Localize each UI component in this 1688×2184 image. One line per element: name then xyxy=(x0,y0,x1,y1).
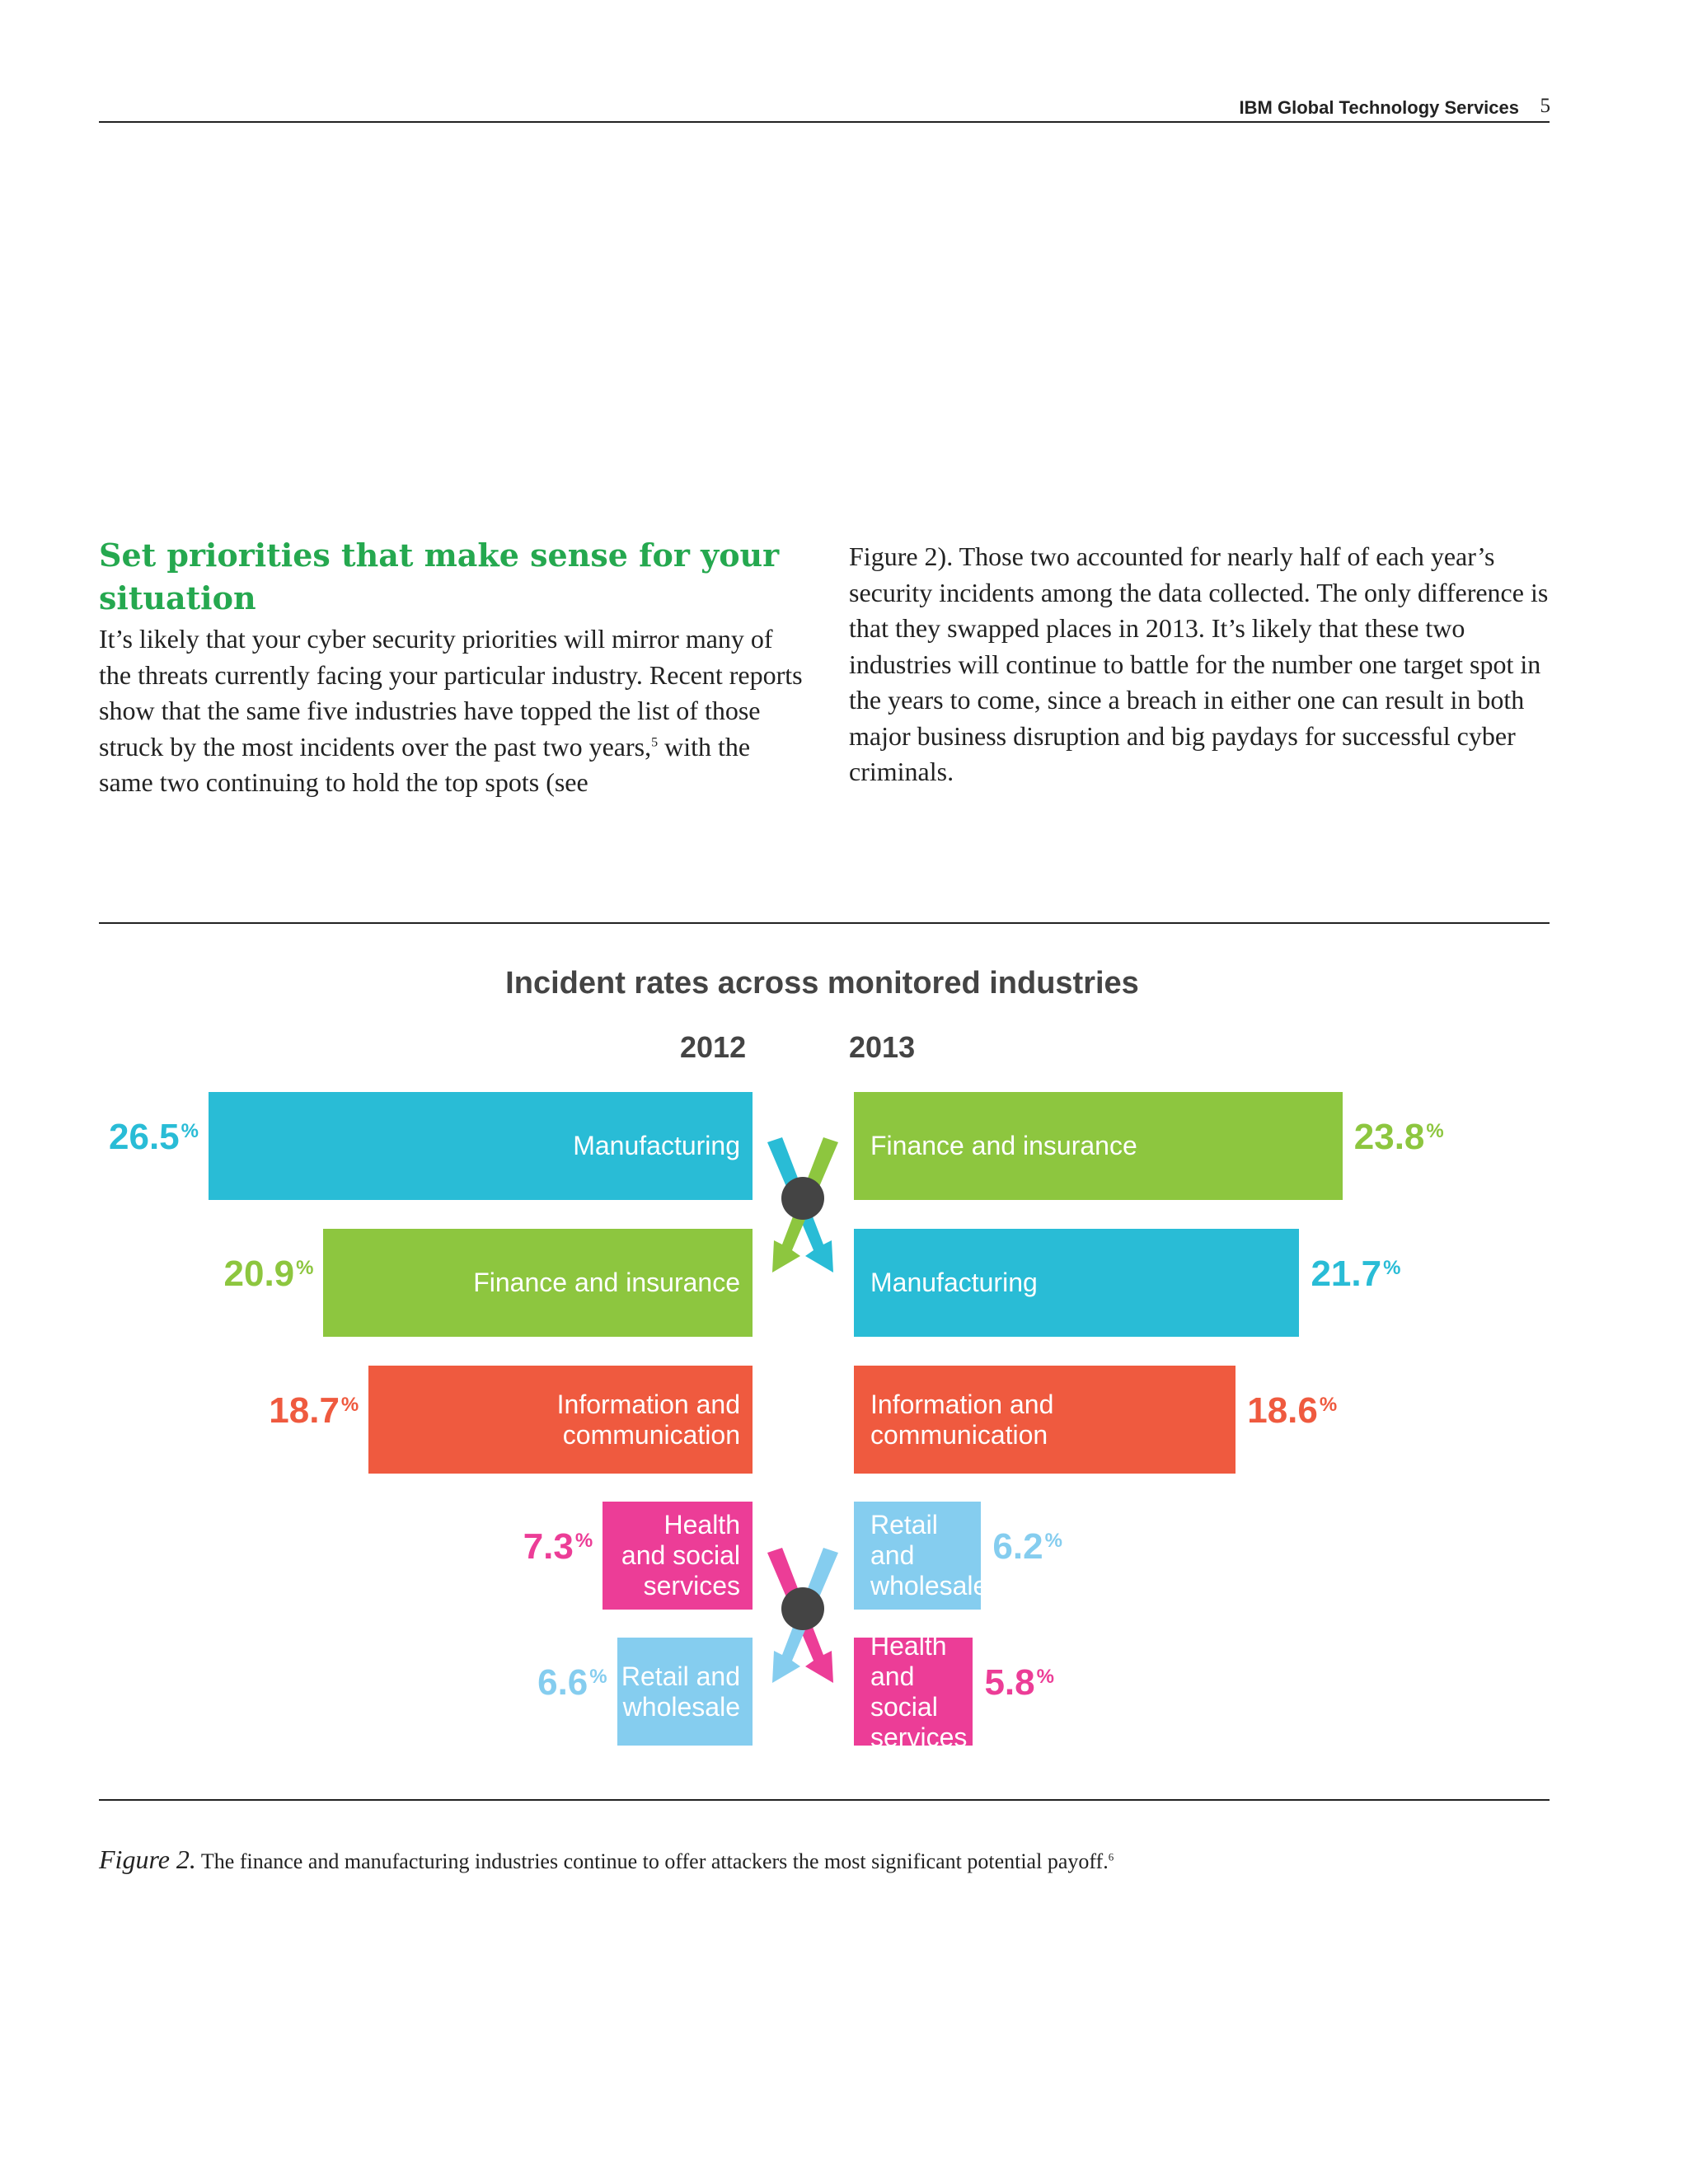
swap-marker-top xyxy=(757,1131,848,1279)
swap-dot-icon xyxy=(781,1177,824,1220)
bar-label: Manufacturing xyxy=(573,1131,740,1160)
bar-label: Health and social services xyxy=(621,1510,740,1601)
percent-label-2012-information-and-communication: 18.7% xyxy=(269,1390,359,1431)
figure-caption xyxy=(99,1844,1114,1875)
percent-label-2012-finance-and-insurance: 20.9% xyxy=(223,1253,314,1294)
bar-2013-manufacturing xyxy=(854,1229,1299,1337)
section-heading: Set priorities that make sense for your situation xyxy=(99,537,780,616)
swap-marker-bottom xyxy=(757,1541,848,1690)
bar-2012-manufacturing xyxy=(209,1092,753,1200)
swap-dot-icon xyxy=(781,1587,824,1630)
header-brand: IBM Global Technology Services xyxy=(1239,97,1519,118)
year-label-2012: 2012 xyxy=(680,1030,747,1064)
figure-top-rule xyxy=(99,922,1550,924)
bar-2013-retail-and-wholesale xyxy=(854,1502,988,1610)
bar-2012-finance-and-insurance xyxy=(323,1229,753,1337)
percent-label-2012-retail-and-wholesale: 6.6% xyxy=(537,1661,607,1703)
year-label-2013: 2013 xyxy=(849,1030,916,1064)
bar-label: Information and communication xyxy=(556,1389,740,1450)
bar-2012-retail-and-wholesale xyxy=(617,1638,753,1746)
percent-label-2013-health-and-social-services: 5.8% xyxy=(984,1661,1054,1703)
page-number: 5 xyxy=(1540,95,1550,117)
bar-label: Information and communication xyxy=(870,1389,1054,1450)
para1-text: It’s likely that your cyber security priorities will mirror many of the threats currently facing your particular industry. Recent reports show that the same five industries have topped the list of those struck by the most incidents over the past two years, xyxy=(99,624,803,762)
para1-footnote: 5 xyxy=(651,734,659,749)
bar-label: Finance and insurance xyxy=(870,1131,1137,1160)
percent-label-2012-manufacturing: 26.5% xyxy=(109,1116,199,1157)
percent-label-2013-retail-and-wholesale: 6.2% xyxy=(992,1526,1062,1567)
bar-2012-information-and-communication xyxy=(368,1366,753,1474)
bar-2012-health-and-social-services xyxy=(603,1502,753,1610)
bar-2013-finance-and-insurance xyxy=(854,1092,1343,1200)
percent-label-2012-health-and-social-services: 7.3% xyxy=(523,1526,593,1567)
percent-label-2013-manufacturing: 21.7% xyxy=(1311,1253,1401,1294)
caption-text: The finance and manufacturing industries continue to offer attackers the most significant potential payoff. xyxy=(200,1849,1109,1873)
bar-label: Manufacturing xyxy=(870,1268,1038,1297)
chart-title: Incident rates across monitored industries xyxy=(505,966,1139,1001)
caption-label: Figure 2. xyxy=(99,1844,196,1874)
bar-label: Finance and insurance xyxy=(473,1268,740,1297)
para1-tail: with the same two continuing to hold the top spots (see xyxy=(99,731,751,797)
header-rule xyxy=(99,121,1550,123)
percent-label-2013-information-and-communication: 18.6% xyxy=(1247,1390,1338,1431)
bar-label: Health and social services xyxy=(870,1630,968,1752)
caption-footnote: 6 xyxy=(1108,1850,1114,1863)
swap-arrow-icon xyxy=(767,1137,833,1272)
bar-2013-information-and-communication xyxy=(854,1366,1236,1474)
swap-arrow-icon xyxy=(772,1137,838,1272)
bar-2013-health-and-social-services xyxy=(854,1630,973,1752)
body-paragraph-2: Figure 2). Those two accounted for nearly half of each year’s security incidents among the data collected. The only difference is that they swapped places in 2013. It’s likely that these two industries will continue to battle for the number one target spot in the years to come, since a breach in either one can result in both major business disruption and big paydays for successful cyber criminals. xyxy=(849,541,1549,786)
bar-label: Retail and wholesale xyxy=(870,1510,988,1601)
figure-bottom-rule xyxy=(99,1799,1550,1801)
swap-arrow-icon xyxy=(772,1548,838,1683)
swap-arrow-icon xyxy=(767,1548,833,1683)
body-paragraph-1 xyxy=(99,621,808,801)
percent-label-2013-finance-and-insurance: 23.8% xyxy=(1353,1116,1444,1157)
bar-label: Retail and wholesale xyxy=(621,1661,740,1722)
